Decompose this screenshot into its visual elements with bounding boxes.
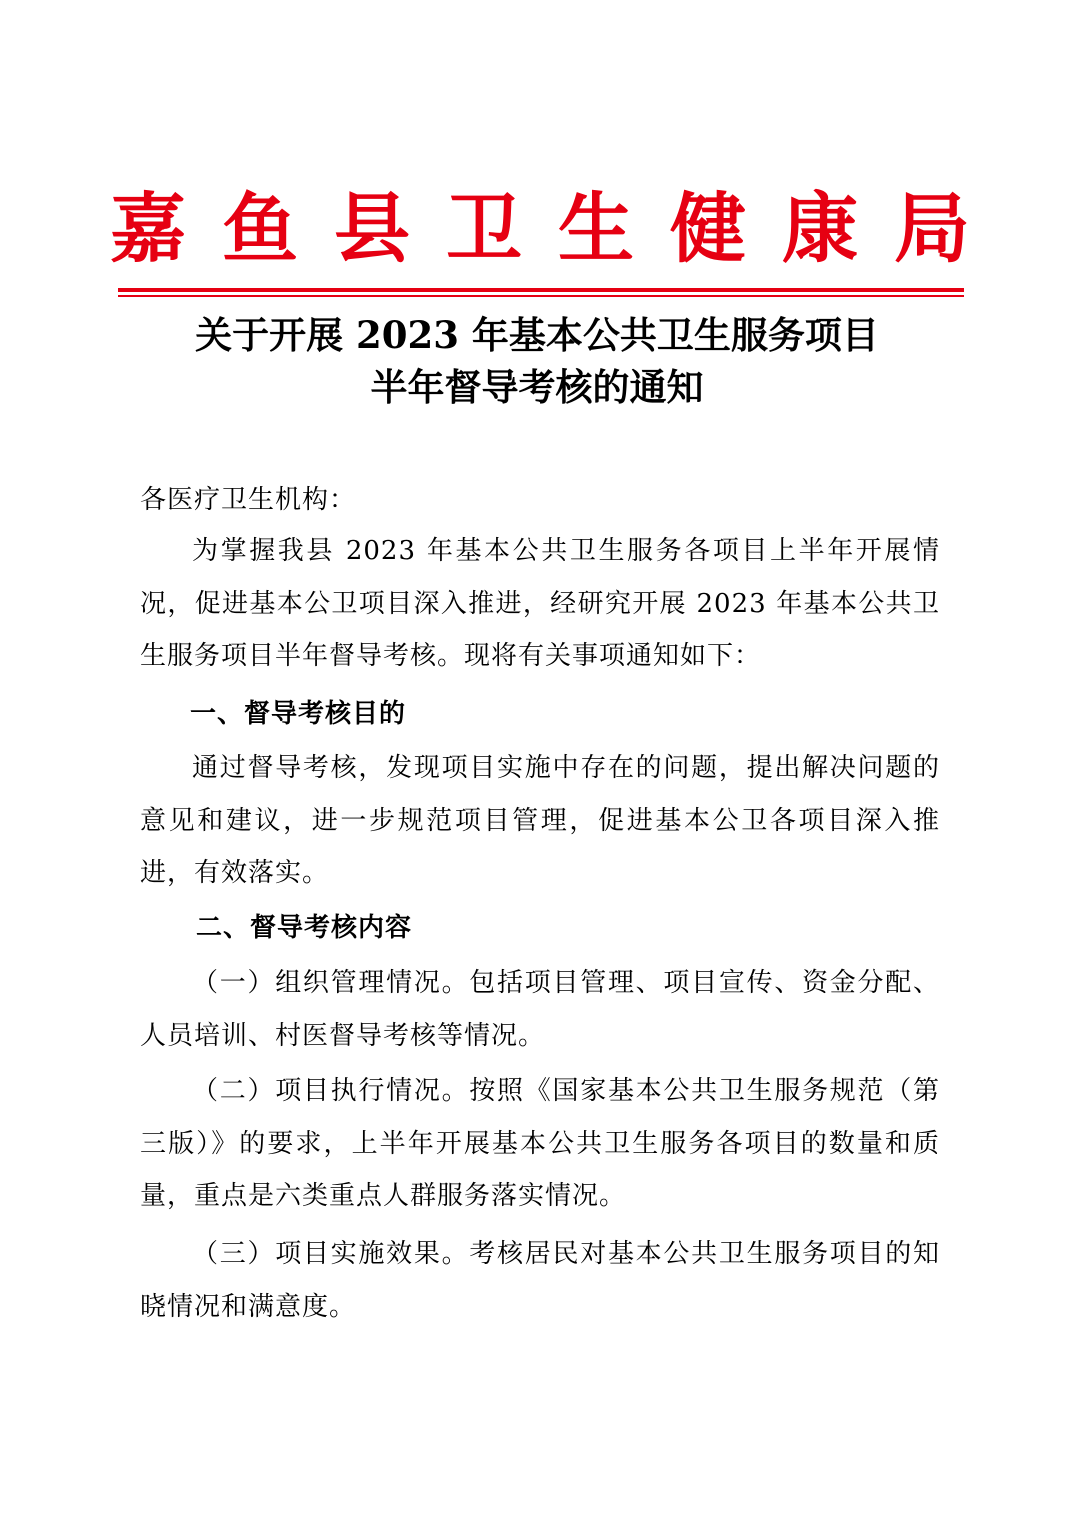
section-2-item-2: （二）项目执行情况。按照《国家基本公共卫生服务规范（第三版）》的要求，上半年开展基本公共卫生服务各项目的数量和质量，重点是六类重点人群服务落实情况。 <box>140 1076 940 1211</box>
section-2-heading: 二、督导考核内容 <box>196 913 413 943</box>
section-2-item-1: （一）组织管理情况。包括项目管理、项目宣传、资金分配、人员培训、村医督导考核等情况。 <box>140 968 940 1051</box>
letterhead-char: 康 <box>782 184 858 273</box>
section-1-paragraph: 通过督导考核，发现项目实施中存在的问题，提出解决问题的意见和建议，进一步规范项目管理，促进基本公卫各项目深入推进，有效落实。 <box>140 753 940 888</box>
document-title-line-2: 半年督导考核的通知 <box>370 365 704 409</box>
document-title-line-1: 关于开展 2023 年基本公共卫生服务项目 <box>195 313 879 357</box>
letterhead-divider-thick <box>118 288 964 292</box>
intro-paragraph: 为掌握我县 2023 年基本公共卫生服务各项目上半年开展情况，促进基本公卫项目深入推进，经研究开展 2023 年基本公共卫生服务项目半年督导考核。现将有关事项通知如下： <box>140 536 940 671</box>
letterhead-divider-thin <box>118 295 964 297</box>
letterhead-char: 局 <box>894 184 970 273</box>
letterhead-char: 健 <box>670 184 746 273</box>
salutation: 各医疗卫生机构： <box>140 485 357 515</box>
section-2-item-3: （三）项目实施效果。考核居民对基本公共卫生服务项目的知晓情况和满意度。 <box>140 1239 940 1322</box>
letterhead-char: 县 <box>334 184 410 273</box>
letterhead-char: 嘉 <box>110 184 186 273</box>
letterhead-char: 卫 <box>446 184 522 273</box>
letterhead-title <box>110 184 970 273</box>
letterhead-char: 生 <box>558 184 634 273</box>
section-1-heading: 一、督导考核目的 <box>190 699 407 729</box>
letterhead-char: 鱼 <box>222 184 298 273</box>
